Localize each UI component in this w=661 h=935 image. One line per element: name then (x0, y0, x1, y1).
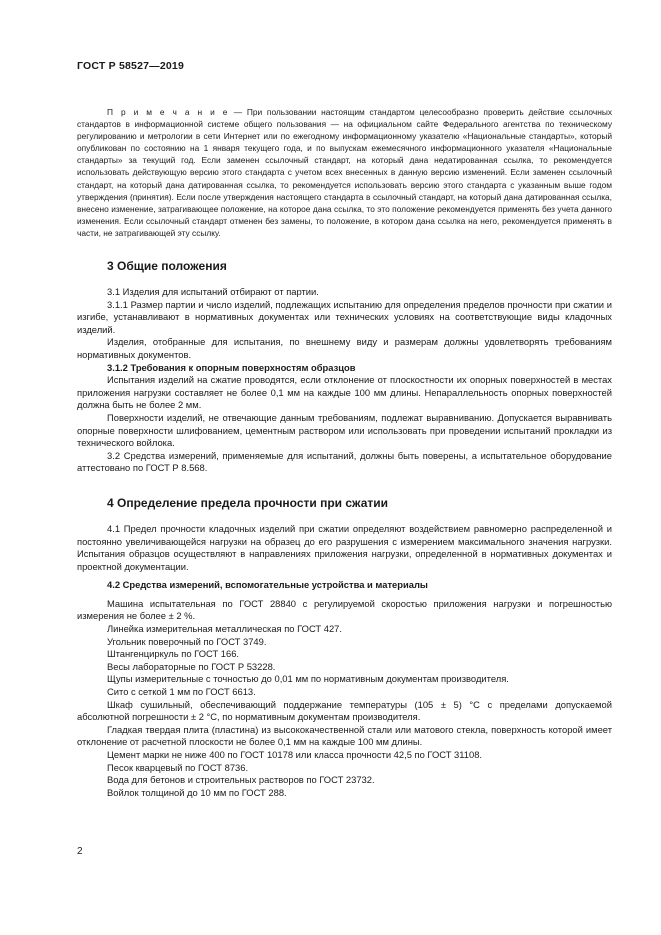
list-item: Линейка измерительная металлическая по ГОСТ 427. (107, 623, 342, 635)
list-item: Вода для бетонов и строительных растворов по ГОСТ 23732. (107, 774, 375, 786)
note-paragraph (77, 106, 612, 239)
paragraph-4-1: 4.1 Предел прочности кладочных изделий при сжатии определяют воздействием равномерно распределенной и постоянно увеличивающейся нагрузки на образец до его разрушения с измерением максимального значения нагрузки. Испытания образцов осуществляют в направлениях приложения нагрузки, определенной в нормативных документах и проектной документации. (77, 522, 612, 572)
list-item: Цемент марки не ниже 400 по ГОСТ 10178 или класса прочности 42,5 по ГОСТ 31108. (107, 749, 483, 760)
list-item: Шкаф сушильный, обеспечивающий поддержание температуры (105 ± 5) °С с пределами допускаемой абсолютной погрешности ± 2 °С, по нормативным документам производителя. (77, 698, 612, 723)
list-item: Весы лабораторные по ГОСТ Р 53228. (107, 660, 276, 672)
main-content (77, 258, 612, 799)
list-item: Войлок толщиной до 10 мм по ГОСТ 288. (107, 786, 287, 798)
subsection-3-1-2-title: 3.1.2 Требования к опорным поверхностям образцов (107, 361, 356, 373)
paragraph-3-1-2-a: Испытания изделий на сжатие проводятся, если отклонение от плоскостности их опорных поверхностей в местах приложения нагрузки составляет не более 0,1 мм на каждые 100 мм длины. Непараллельность опорных поверхностей должна быть не более 2 мм. (77, 374, 612, 411)
equipment-list (77, 598, 612, 800)
subsection-4-2-title: 4.2 Средства измерений, вспомогательные устройства и материалы (107, 579, 428, 591)
paragraph-3-2: 3.2 Средства измерений, применяемые для испытаний, должны быть поверены, а испытательное оборудование аттестовано по ГОСТ Р 8.568. (77, 449, 612, 474)
paragraph-3-1: 3.1 Изделия для испытаний отбирают от партии. (107, 286, 319, 297)
section-3-title: 3 Общие положения (107, 259, 227, 273)
list-item: Гладкая твердая плита (пластина) из высококачественной стали или матового стекла, поверхность которой имеет отклонение от расчетной плоскости не более 0,1 мм на каждые 100 мм длины. (77, 723, 612, 748)
paragraph-3-1-1: 3.1.1 Размер партии и число изделий, подлежащих испытанию для определения пределов прочности при сжатии и изгибе, устанавливают в нормативных документах или технических условиях на соответствующие виды кладочных изделий. (77, 298, 612, 335)
page-number: 2 (77, 846, 83, 857)
document-code-header: ГОСТ Р 58527—2019 (77, 60, 185, 72)
paragraph-3-1-1-b: Изделия, отобранные для испытания, по внешнему виду и размерам должны удовлетворять требованиям нормативных документов. (77, 336, 612, 360)
list-item: Песок кварцевый по ГОСТ 8736. (107, 761, 249, 773)
section-4-title: 4 Определение предела прочности при сжатии (107, 495, 389, 510)
note-block (77, 106, 612, 239)
note-text: — При пользовании настоящим стандартом целесообразно проверить действие ссылочных стандартов в информационной системе общего пользования — на официальном сайте Федерального агентства по техническому регулированию и метрологии в сети Интернет или по ежегодному информационному указателю «Национальные стандарты», который опубликован по состоянию на 1 января текущего года, и по выпускам ежемесячного информационного указателя «Национальные стандарты» за текущий год. Если заменен ссылочный стандарт, на который дана недатированная ссылка, то рекомендуется использовать действующую версию этого стандарта с учетом всех внесенных в данную версию изменений. Если заменен ссылочный стандарт, на который дана датированная ссылка, то рекомендуется использовать версию этого стандарта с указанным выше годом утверждения (принятия). Если после утверждения настоящего стандарта в ссылочный стандарт, на который дана датированная ссылка, внесено изменение, затрагивающее положение, на которое дана ссылка, то это положение рекомендуется применять без учета данного изменения. Если ссылочный стандарт отменен без замены, то положение, в котором дана ссылка на него, рекомендуется применять в части, не затрагивающей эту ссылку. (77, 107, 612, 238)
list-item: Штангенциркуль по ГОСТ 166. (107, 648, 240, 660)
note-label: П р и м е ч а н и е (107, 107, 229, 117)
list-item: Машина испытательная по ГОСТ 28840 с регулируемой скоростью приложения нагрузки и погрешностью измерения не более ± 2 %. (77, 597, 612, 622)
list-item: Сито с сеткой 1 мм по ГОСТ 6613. (107, 686, 256, 698)
list-item: Угольник поверочный по ГОСТ 3749. (107, 635, 267, 647)
paragraph-3-1-2-b: Поверхности изделий, не отвечающие данным требованиям, подлежат выравниванию. Допускается выравнивать опорные поверхности шлифованием, цементным раствором или использовать при проведении испытаний прокладки из технического войлока. (77, 411, 612, 449)
list-item: Щупы измерительные с точностью до 0,01 мм по нормативным документам производителя. (107, 673, 509, 685)
